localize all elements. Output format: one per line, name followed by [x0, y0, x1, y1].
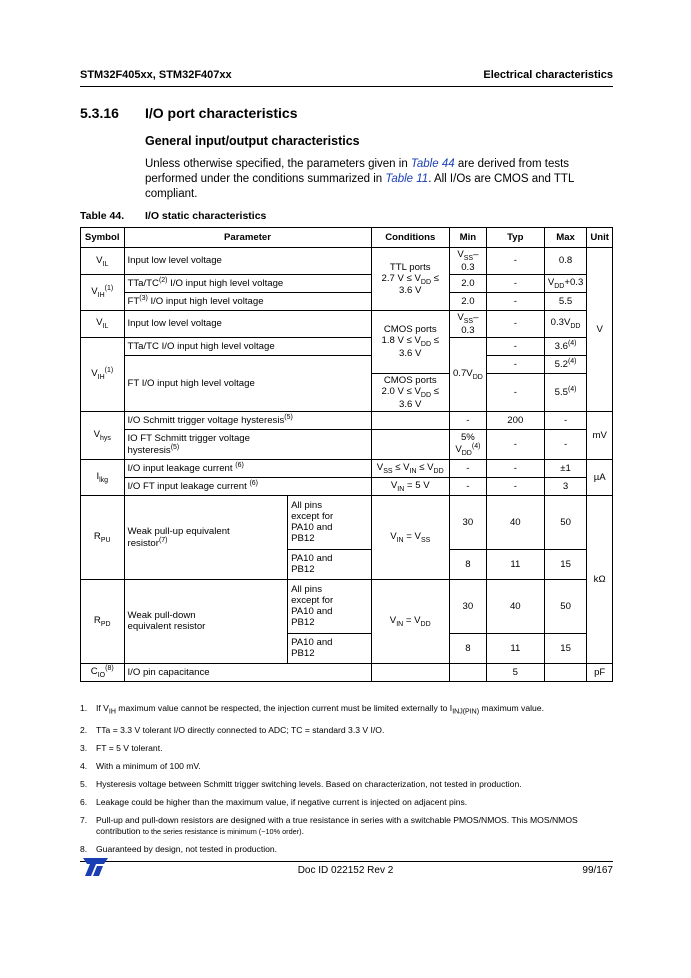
- col-min: Min: [449, 228, 486, 248]
- parameter-cell: FT$^{(3)}$ I/O input high level voltage: [124, 292, 371, 310]
- max-cell: $V_{DD}+0.3$: [544, 274, 587, 292]
- max-cell: 5.5: [544, 292, 587, 310]
- conditions-cell: $V_{IN} = V_{SS}$: [371, 495, 449, 579]
- max-cell: 15: [544, 633, 587, 663]
- table-row: [81, 459, 613, 477]
- max-cell: 3: [544, 477, 587, 495]
- min-cell: 30: [449, 579, 486, 633]
- note-item: 1. If $V_{IH}$ maximum value cannot be respected, the injection current must be limited externally to $I_{INJ(PIN)}$ maximum value.: [80, 703, 544, 716]
- conditions-cell: $V_{SS} \le V_{IN} \le V_{DD}$: [371, 459, 449, 477]
- note-item: 8. Guaranteed by design, not tested in production.: [80, 843, 278, 854]
- table-title: I/O static characteristics: [145, 210, 267, 222]
- table-row: [81, 495, 613, 549]
- conditions-cell: $V_{IN} = V_{DD}$: [371, 579, 449, 663]
- col-typ: Typ: [486, 228, 544, 248]
- min-cell: 8: [449, 633, 486, 663]
- note-item: 5. Hysteresis voltage between Schmitt trigger switching levels. Based on characterization, not tested in production.: [80, 778, 522, 789]
- parameter-cell: TTa/TC I/O input high level voltage: [124, 337, 371, 355]
- typ-cell: -: [486, 355, 544, 373]
- typ-cell: 40: [486, 495, 544, 549]
- table-number: Table 44.: [80, 210, 125, 222]
- conditions-cell: TTL ports 2.7 $V \le V_{DD} \le 3.6$ V: [371, 248, 449, 311]
- table-row: [81, 429, 613, 459]
- table-row: [81, 310, 613, 337]
- min-cell: $0.7V_{DD}$: [449, 337, 486, 411]
- table-row: [81, 663, 613, 681]
- typ-cell: 11: [486, 633, 544, 663]
- min-cell: -: [449, 477, 486, 495]
- conditions-cell: [371, 663, 449, 681]
- min-cell: 5% $V_{DD}^{(4)}$: [449, 429, 486, 459]
- max-cell: 0.8: [544, 248, 587, 275]
- typ-cell: -: [486, 292, 544, 310]
- typ-cell: -: [486, 248, 544, 275]
- min-cell: 8: [449, 549, 486, 579]
- table-row: [81, 337, 613, 355]
- min-cell: $V_{SS}-0.3$: [449, 248, 486, 275]
- min-cell: 2.0: [449, 274, 486, 292]
- min-cell: 30: [449, 495, 486, 549]
- subsection-title: General input/output characteristics: [145, 134, 360, 148]
- note-item: 4. With a minimum of 100 mV.: [80, 760, 201, 771]
- min-cell: 2.0: [449, 292, 486, 310]
- note-item: 6. Leakage could be higher than the maximum value, if negative current is injected on adjacent pins.: [80, 796, 468, 807]
- symbol-cell: $C_{IO}^{(8)}$: [81, 663, 125, 681]
- footer-doc-id: Doc ID 022152 Rev 2: [297, 865, 394, 876]
- typ-cell: -: [486, 373, 544, 411]
- max-cell: 50: [544, 579, 587, 633]
- parameter-cell: I/O input leakage current $^{(6)}$: [124, 459, 371, 477]
- pins-cell: All pins except for PA10 and PB12: [288, 495, 371, 549]
- symbol-cell: $R_{PU}$: [81, 495, 125, 579]
- table-44-link[interactable]: Table 44: [410, 158, 455, 170]
- table-11-link[interactable]: Table 11: [385, 173, 429, 185]
- intro-paragraph: [145, 157, 595, 202]
- table-notes: [80, 703, 613, 862]
- conditions-cell: CMOS ports 1.8 $V \le V_{DD} \le 3.6$ V: [371, 310, 449, 373]
- table-caption: [80, 210, 267, 222]
- unit-cell: kΩ: [587, 495, 613, 663]
- max-cell: 5.2$^{(4)}$: [544, 355, 587, 373]
- footer-rule: [80, 861, 613, 862]
- max-cell: $0.3V_{DD}$: [544, 310, 587, 337]
- parameter-cell: IO FT Schmitt trigger voltage hysteresis$^{(5)}$: [124, 429, 371, 459]
- max-cell: [544, 663, 587, 681]
- pins-cell: PA10 and PB12: [288, 549, 371, 579]
- parameter-cell: I/O FT input leakage current $^{(6)}$: [124, 477, 371, 495]
- table-row: [81, 579, 613, 633]
- typ-cell: -: [486, 429, 544, 459]
- unit-cell: mV: [587, 411, 613, 459]
- symbol-cell: $V_{IH}^{(1)}$: [81, 337, 125, 411]
- typ-cell: -: [486, 459, 544, 477]
- max-cell: 50: [544, 495, 587, 549]
- page-number: 99/167: [582, 865, 613, 876]
- parameter-cell: TTa/TC$^{(2)}$ I/O input high level voltage: [124, 274, 371, 292]
- header-rule: [80, 86, 613, 87]
- table-row: [81, 248, 613, 275]
- note-item: 3. FT = 5 V tolerant.: [80, 742, 163, 753]
- parameter-cell: Input low level voltage: [124, 310, 371, 337]
- min-cell: [449, 663, 486, 681]
- parameter-cell: FT I/O input high level voltage: [124, 355, 371, 411]
- col-symbol: Symbol: [81, 228, 125, 248]
- table-row: [81, 274, 613, 292]
- max-cell: 3.6$^{(4)}$: [544, 337, 587, 355]
- max-cell: 5.5$^{(4)}$: [544, 373, 587, 411]
- symbol-cell: $I_{lkg}$: [81, 459, 125, 495]
- parameter-cell: I/O pin capacitance: [124, 663, 371, 681]
- pins-cell: PA10 and PB12: [288, 633, 371, 663]
- typ-cell: -: [486, 337, 544, 355]
- col-max: Max: [544, 228, 587, 248]
- conditions-cell: [371, 429, 449, 459]
- conditions-cell: CMOS ports 2.0 $V \le V_{DD} \le 3.6$ V: [371, 373, 449, 411]
- typ-cell: 5: [486, 663, 544, 681]
- typ-cell: 11: [486, 549, 544, 579]
- io-static-characteristics-table: [80, 227, 613, 682]
- min-cell: -: [449, 411, 486, 429]
- min-cell: -: [449, 459, 486, 477]
- max-cell: -: [544, 429, 587, 459]
- typ-cell: 200: [486, 411, 544, 429]
- table-row: [81, 292, 613, 310]
- table-row: [81, 477, 613, 495]
- intro-text: . All I/Os are CMOS and TTL compliant.: [145, 173, 574, 200]
- col-unit: Unit: [587, 228, 613, 248]
- pins-cell: All pins except for PA10 and PB12: [288, 579, 371, 633]
- note-item: 7. Pull-up and pull-down resistors are designed with a true resistance in series with a switchable PMOS/NMOS. This MOS/NMOS contribution to the series resistance is minimum (~10% order).: [80, 814, 578, 836]
- intro-text: are derived from tests performed under the conditions summarized in: [145, 158, 570, 185]
- conditions-cell: $V_{IN} = 5$ V: [371, 477, 449, 495]
- parameter-cell: I/O Schmitt trigger voltage hysteresis$^{(5)}$: [124, 411, 371, 429]
- intro-text: Unless otherwise specified, the parameters given in: [145, 158, 411, 170]
- col-conditions: Conditions: [371, 228, 449, 248]
- min-cell: $V_{SS}-0.3$: [449, 310, 486, 337]
- table-row: [81, 411, 613, 429]
- parameter-cell: Weak pull-up equivalent resistor$^{(7)}$: [124, 495, 288, 579]
- section-number: 5.3.16: [80, 105, 119, 121]
- unit-cell: V: [587, 248, 613, 412]
- symbol-cell: $V_{IH}^{(1)}$: [81, 274, 125, 310]
- note-item: 2. TTa = 3.3 V tolerant I/O directly connected to ADC; TC = standard 3.3 V I/O.: [80, 724, 385, 735]
- col-parameter: Parameter: [124, 228, 371, 248]
- section-title: I/O port characteristics: [145, 105, 298, 121]
- typ-cell: 40: [486, 579, 544, 633]
- symbol-cell: $V_{IL}$: [81, 310, 125, 337]
- symbol-cell: $V_{hys}$: [81, 411, 125, 459]
- conditions-cell: [371, 411, 449, 429]
- header-chapter: Electrical characteristics: [483, 69, 613, 81]
- symbol-cell: $R_{PD}$: [81, 579, 125, 663]
- typ-cell: -: [486, 274, 544, 292]
- unit-cell: µA: [587, 459, 613, 495]
- typ-cell: -: [486, 310, 544, 337]
- table-row: [81, 355, 613, 373]
- max-cell: 15: [544, 549, 587, 579]
- symbol-cell: $V_{IL}$: [81, 248, 125, 275]
- unit-cell: pF: [587, 663, 613, 681]
- max-cell: ±1: [544, 459, 587, 477]
- header-doc-title: STM32F405xx, STM32F407xx: [80, 69, 232, 81]
- table-header-row: [81, 228, 613, 248]
- max-cell: -: [544, 411, 587, 429]
- parameter-cell: Weak pull-down equivalent resistor: [124, 579, 288, 663]
- parameter-cell: Input low level voltage: [124, 248, 371, 275]
- typ-cell: -: [486, 477, 544, 495]
